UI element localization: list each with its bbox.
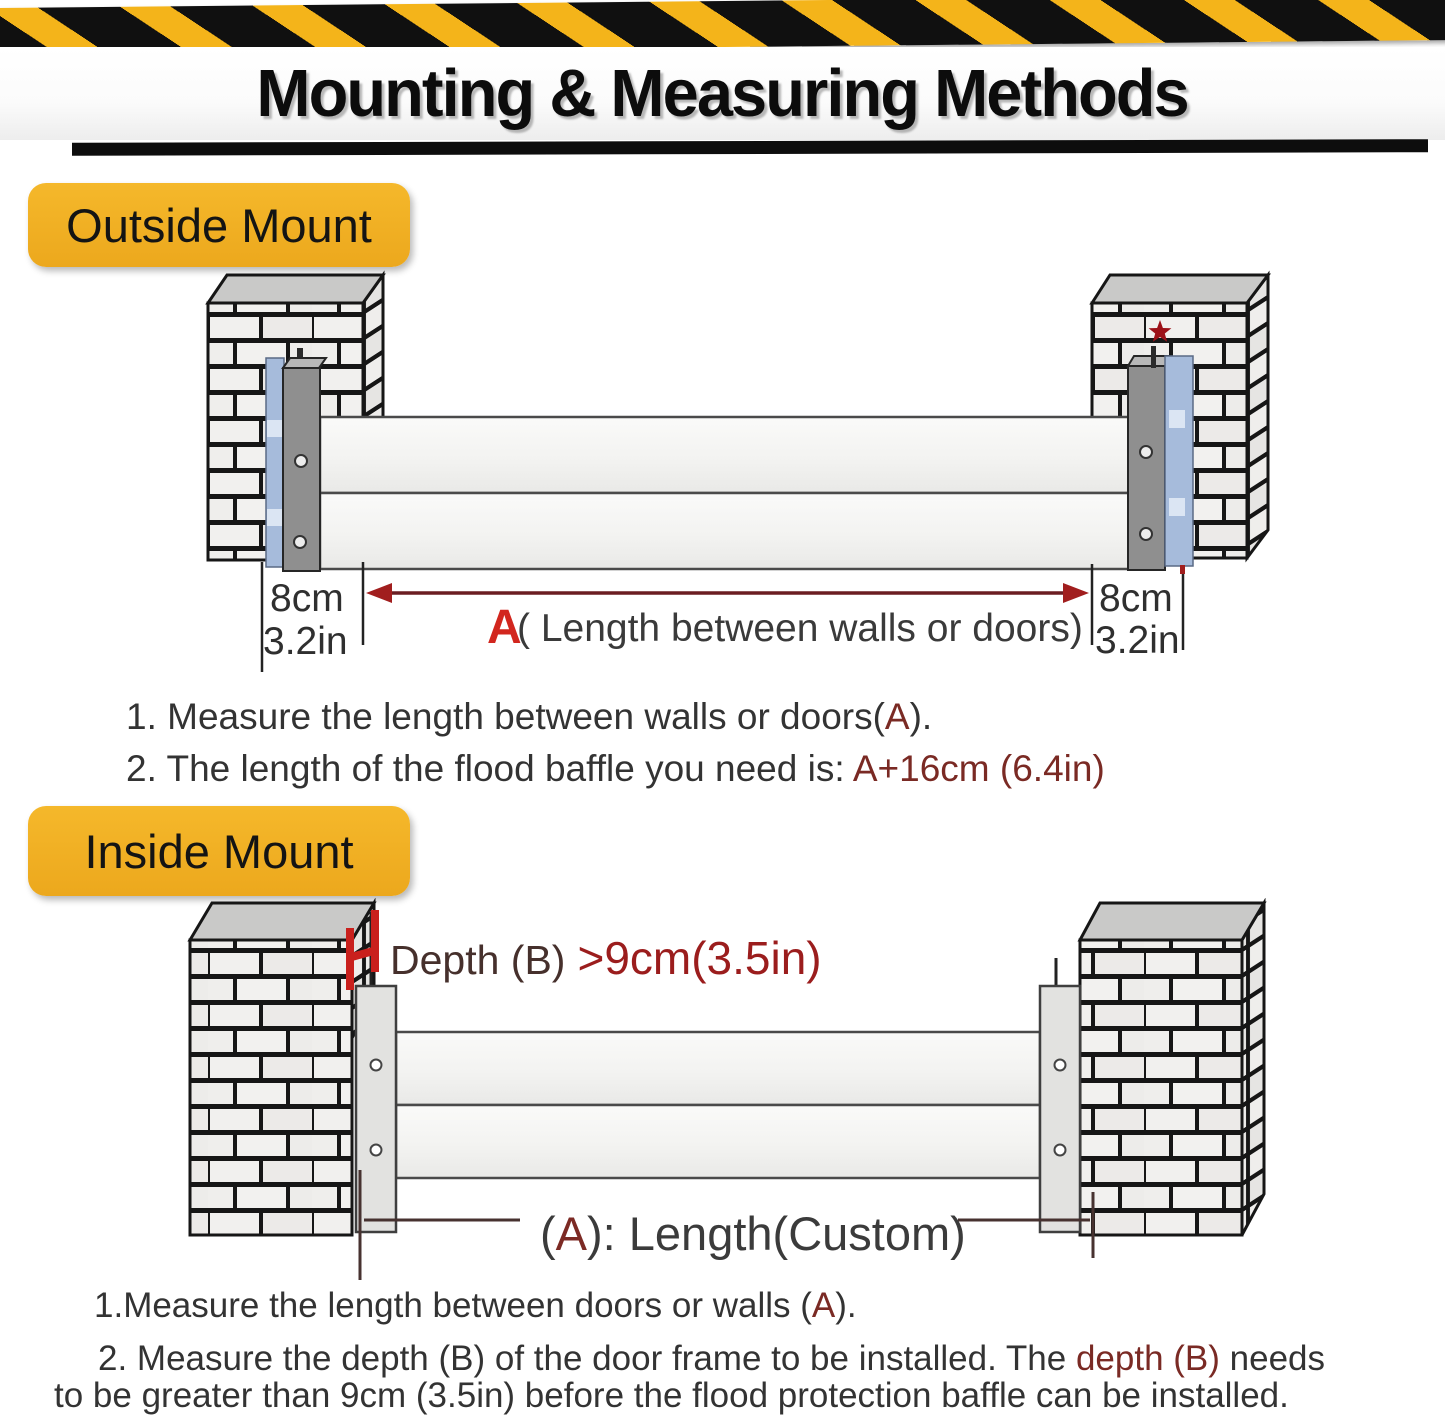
screw-hole [295, 455, 307, 467]
left-offset-cm-label: 8cm [270, 577, 344, 620]
left-offset-in-label: 3.2in [263, 620, 348, 663]
arrowhead-right [1063, 583, 1089, 603]
outside-step-2: 2. The length of the flood baffle you need is: A+16cm (6.4in) [126, 748, 1105, 789]
outside-mount-diagram [0, 262, 1445, 680]
right-brick-wall [1080, 903, 1264, 1235]
page-title: Mounting & Measuring Methods [256, 56, 1189, 131]
right-mounting-channel [1040, 958, 1080, 1232]
outside-step-1: 1. Measure the length between walls or doors(A). [126, 696, 933, 737]
screw-hole [294, 536, 306, 548]
right-mounting-hardware [1128, 320, 1193, 570]
left-seal-strip [266, 358, 284, 567]
depth-label: Depth (B) >9cm(3.5in) [390, 932, 822, 984]
span-variable-label: A [487, 601, 522, 654]
inside-mount-diagram [0, 898, 1445, 1280]
flood-barrier-panels [396, 1032, 1040, 1178]
arrowhead-left [366, 583, 392, 603]
screw-hole [1055, 1145, 1066, 1156]
right-offset-cm-label: 8cm [1099, 577, 1173, 620]
left-mounting-hardware [266, 348, 326, 571]
right-offset-in-label: 3.2in [1095, 619, 1180, 662]
inside-mount-badge-label: Inside Mount [84, 824, 354, 878]
screw-hole [371, 1145, 382, 1156]
inside-step-1: 1.Measure the length between doors or walls (A). [94, 1286, 857, 1325]
screw-hole [1140, 446, 1152, 458]
inside-step-2-line-1: 2. Measure the depth (B) of the door frame to be installed. The depth (B) needs [98, 1339, 1326, 1378]
inside-mount-badge [28, 806, 410, 896]
right-anchor-bolt [1151, 346, 1156, 368]
flood-barrier-panels [320, 417, 1130, 569]
title-underline-bar [72, 139, 1428, 156]
length-dimension-label: (A): Length(Custom) [540, 1207, 966, 1260]
screw-hole [1140, 528, 1152, 540]
screw-hole [1055, 1060, 1066, 1071]
right-seal-strip [1165, 356, 1193, 566]
span-caption-label: ( Length between walls or doors) [517, 607, 1083, 650]
screw-hole [371, 1060, 382, 1071]
inside-step-2-line-2: to be greater than 9cm (3.5in) before the flood protection baffle can be installed. [54, 1376, 1289, 1415]
outside-mount-badge-label: Outside Mount [66, 198, 372, 252]
outside-mount-badge [28, 183, 410, 267]
title-band [0, 47, 1445, 140]
